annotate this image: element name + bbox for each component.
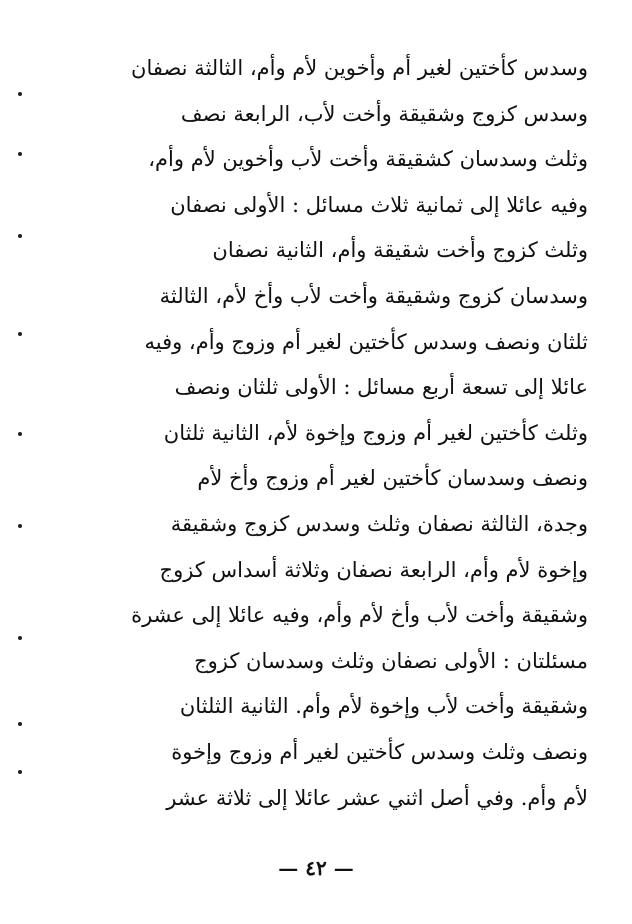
text-line: لأم وأم. وفي أصل اثني عشر عائلا إلى ثلاثة عشر [166, 785, 588, 810]
text-line: وثلث كأختين لغير أم وزوج وإخوة لأم، الثانية ثلثان [163, 420, 588, 445]
margin-dot [18, 636, 22, 640]
text-line: ونصف وسدسان كأختين لغير أم وزوج وأخ لأم [197, 466, 588, 491]
margin-dot [18, 770, 22, 774]
text-line: وثلث كزوج وأخت شقيقة وأم، الثانية نصفان [212, 238, 588, 263]
text-line: وشقيقة وأخت لأب وأخ لأم وأم، وفيه عائلا إلى عشرة [131, 603, 588, 628]
text-line: وشقيقة وأخت لأب وإخوة لأم وأم. الثانية الثلثان [179, 694, 588, 719]
margin-dot [18, 722, 22, 726]
text-line: وسدسان كزوج وشقيقة وأخت لأب وأخ لأم، الثالثة [159, 283, 588, 308]
text-line: وجدة، الثالثة نصفان وثلث وسدس كزوج وشقيقة [170, 511, 588, 536]
text-line: وفيه عائلا إلى ثمانية ثلاث مسائل : الأولى نصفان [170, 192, 588, 217]
text-line: وثلث وسدسان كشقيقة وأخت لأب وأخوين لأم وأم، [148, 147, 588, 172]
text-line: عائلا إلى تسعة أربع مسائل : الأولى ثلثان ونصف [174, 375, 588, 400]
text-line: ونصف وثلث وسدس كأختين لغير أم وزوج وإخوة [171, 739, 588, 764]
text-line: وسدس كأختين لغير أم وأخوين لأم وأم، الثالثة نصفان [131, 56, 588, 80]
page-number: — ٤٢ — [278, 856, 354, 880]
body-text [68, 46, 588, 821]
margin-dot [18, 524, 22, 528]
margin-dot [18, 92, 22, 96]
margin-dot [18, 152, 22, 156]
margin-dot [18, 234, 22, 238]
text-line: وإخوة لأم وأم، الرابعة نصفان وثلاثة أسداس كزوج [159, 557, 588, 582]
text-line: ثلثان ونصف وسدس كأختين لغير أم وزوج وأم، وفيه [144, 329, 588, 354]
text-line: مسئلتان : الأولى نصفان وثلث وسدسان كزوج [194, 648, 588, 673]
margin-dot [18, 432, 22, 436]
margin-dot [18, 332, 22, 336]
text-line: وسدس كزوج وشقيقة وأخت لأب، الرابعة نصف [180, 101, 588, 126]
